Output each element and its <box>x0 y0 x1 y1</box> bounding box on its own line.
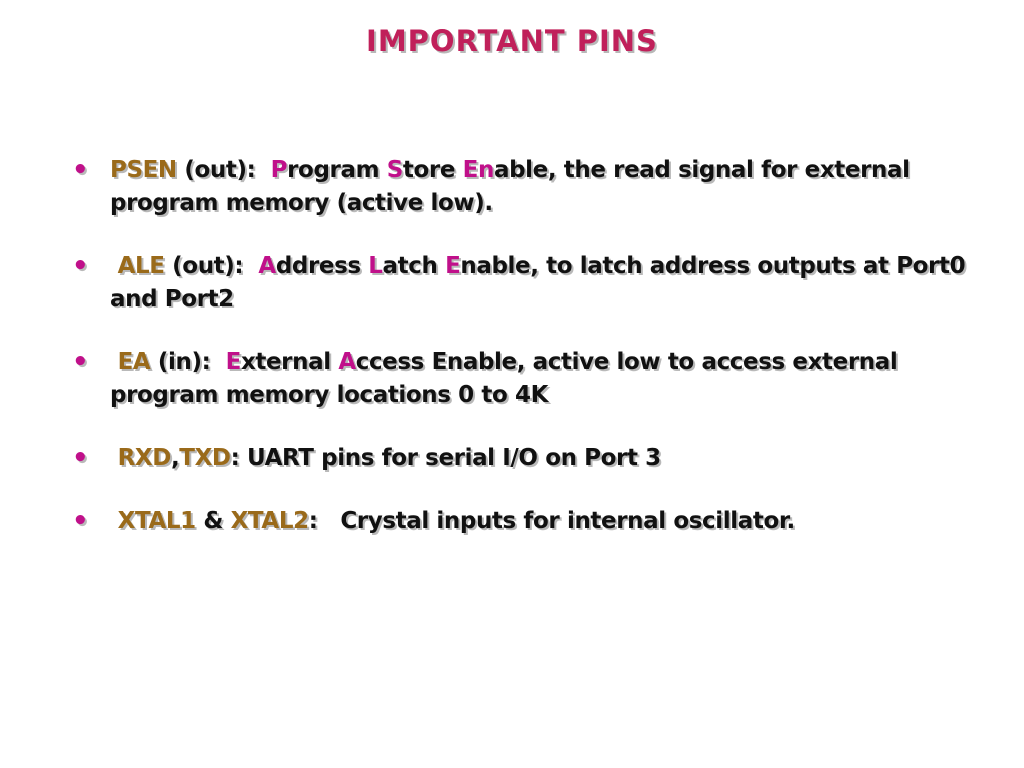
initial-letter: En <box>462 157 494 183</box>
pin-direction: (in): <box>150 349 226 375</box>
bullet-list <box>72 154 972 538</box>
description-text: able, the read signal for external program memory (active low). <box>110 157 910 216</box>
bullet-dot-icon: • <box>72 443 89 473</box>
pin-name: ALE <box>117 253 165 279</box>
pin-separator: , <box>170 445 180 471</box>
description-text: xternal <box>240 349 339 375</box>
initial-letter: A <box>338 349 356 375</box>
leading-space <box>110 349 118 375</box>
leading-space <box>110 253 118 279</box>
leading-space <box>110 445 118 471</box>
initial-letter: P <box>270 157 288 183</box>
description-text: ddress <box>275 253 369 279</box>
description-text: rogram <box>287 157 387 183</box>
initial-letter: E <box>225 349 241 375</box>
leading-space <box>110 508 118 534</box>
pin-name: XTAL2 <box>230 508 309 534</box>
description-text: : Crystal inputs for internal oscillator. <box>308 508 795 534</box>
bullet-ea <box>72 346 972 412</box>
description-text: : UART pins for serial I/O on Port 3 <box>230 445 661 471</box>
description-text: ccess Enable, active low to access external program memory locations 0 to 4K <box>110 349 898 408</box>
pin-separator: & <box>195 508 231 534</box>
initial-letter: L <box>368 253 383 279</box>
bullet-psen <box>72 154 972 220</box>
pin-name: RXD <box>117 445 171 471</box>
pin-name: EA <box>117 349 151 375</box>
bullet-dot-icon: • <box>72 506 89 536</box>
description-text: tore <box>402 157 463 183</box>
initial-letter: E <box>445 253 461 279</box>
bullet-xtal <box>72 505 972 538</box>
initial-letter: S <box>386 157 403 183</box>
bullet-rxd-txd <box>72 442 972 475</box>
bullet-dot-icon: • <box>72 347 89 377</box>
description-text: atch <box>382 253 446 279</box>
pin-name: XTAL1 <box>117 508 196 534</box>
bullet-ale <box>72 250 972 316</box>
pin-direction: (out): <box>164 253 259 279</box>
initial-letter: A <box>258 253 276 279</box>
pin-direction: (out): <box>176 157 271 183</box>
bullet-dot-icon: • <box>72 251 89 281</box>
bullet-dot-icon: • <box>72 155 89 185</box>
pin-name: TXD <box>179 445 231 471</box>
slide-title: IMPORTANT PINS <box>366 24 658 58</box>
description-text: nable, to latch address outputs at Port0 and Port2 <box>110 253 966 312</box>
pin-name: PSEN <box>110 157 177 183</box>
